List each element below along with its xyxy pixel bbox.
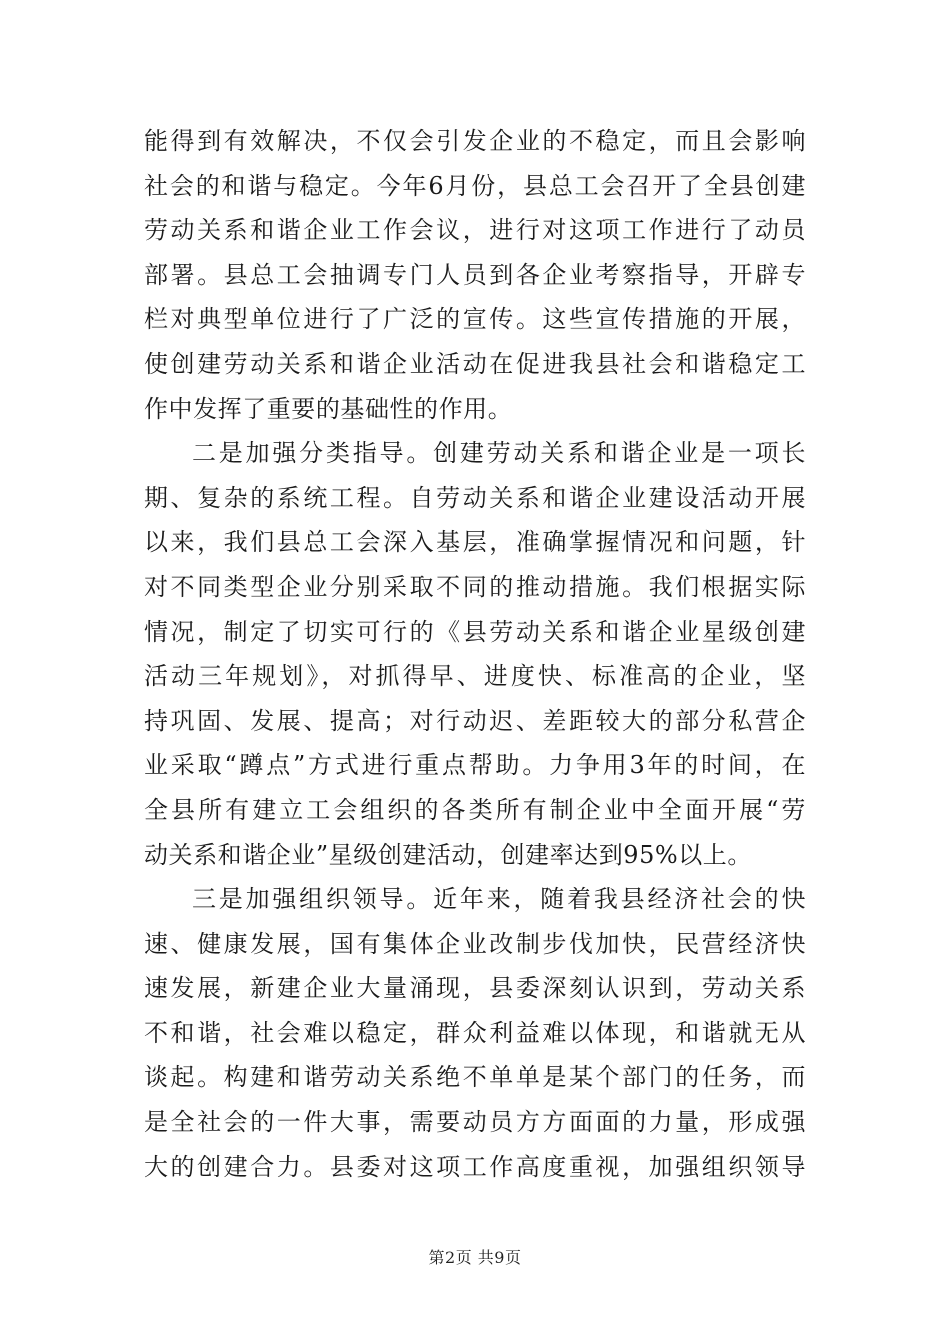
text-line: 社会的和谐与稳定。今年6月份，县总工会召开了全县创建	[144, 171, 806, 200]
body-text	[144, 119, 806, 1189]
text-line: 速发展，新建企业大量涌现，县委深刻认识到，劳动关系	[144, 974, 806, 1003]
text-line-paragraph-start: 三是加强组织领导。近年来，随着我县经济社会的快	[192, 885, 806, 914]
text-line: 业采取“蹲点”方式进行重点帮助。力争用3年的时间，在	[144, 751, 806, 780]
page-number-footer: 第2页 共9页	[428, 1248, 522, 1267]
text-line: 部署。县总工会抽调专门人员到各企业考察指导，开辟专	[144, 260, 806, 289]
text-line: 情况，制定了切实可行的《县劳动关系和谐企业星级创建	[144, 617, 806, 646]
text-line-paragraph-end: 动关系和谐企业”星级创建活动，创建率达到95%以上。	[144, 840, 752, 869]
text-line: 能得到有效解决，不仅会引发企业的不稳定，而且会影响	[144, 127, 806, 155]
text-line: 谈起。构建和谐劳动关系绝不单单是某个部门的任务，而	[144, 1063, 806, 1092]
text-line: 以来，我们县总工会深入基层，准确掌握情况和问题，针	[144, 528, 806, 557]
text-line: 持巩固、发展、提高；对行动迟、差距较大的部分私营企	[144, 706, 806, 735]
text-line-paragraph-start: 二是加强分类指导。创建劳动关系和谐企业是一项长	[192, 439, 806, 468]
text-line: 是全社会的一件大事，需要动员方方面面的力量，形成强	[144, 1108, 806, 1137]
text-line-paragraph-end: 作中发挥了重要的基础性的作用。	[144, 394, 513, 423]
text-line: 栏对典型单位进行了广泛的宣传。这些宣传措施的开展，	[144, 305, 806, 334]
text-line: 活动三年规划》，对抓得早、进度快、标准高的企业，坚	[144, 662, 806, 691]
text-line: 大的创建合力。县委对这项工作高度重视，加强组织领导	[144, 1152, 806, 1181]
text-line: 全县所有建立工会组织的各类所有制企业中全面开展“劳	[144, 795, 806, 824]
text-line: 速、健康发展，国有集体企业改制步伐加快，民营经济快	[144, 929, 806, 958]
text-line: 期、复杂的系统工程。自劳动关系和谐企业建设活动开展	[144, 483, 806, 512]
text-line: 对不同类型企业分别采取不同的推动措施。我们根据实际	[144, 572, 806, 601]
text-line: 劳动关系和谐企业工作会议，进行对这项工作进行了动员	[144, 216, 806, 245]
text-line: 使创建劳动关系和谐企业活动在促进我县社会和谐稳定工	[144, 349, 806, 378]
text-line: 不和谐，社会难以稳定，群众利益难以体现，和谐就无从	[144, 1018, 806, 1047]
